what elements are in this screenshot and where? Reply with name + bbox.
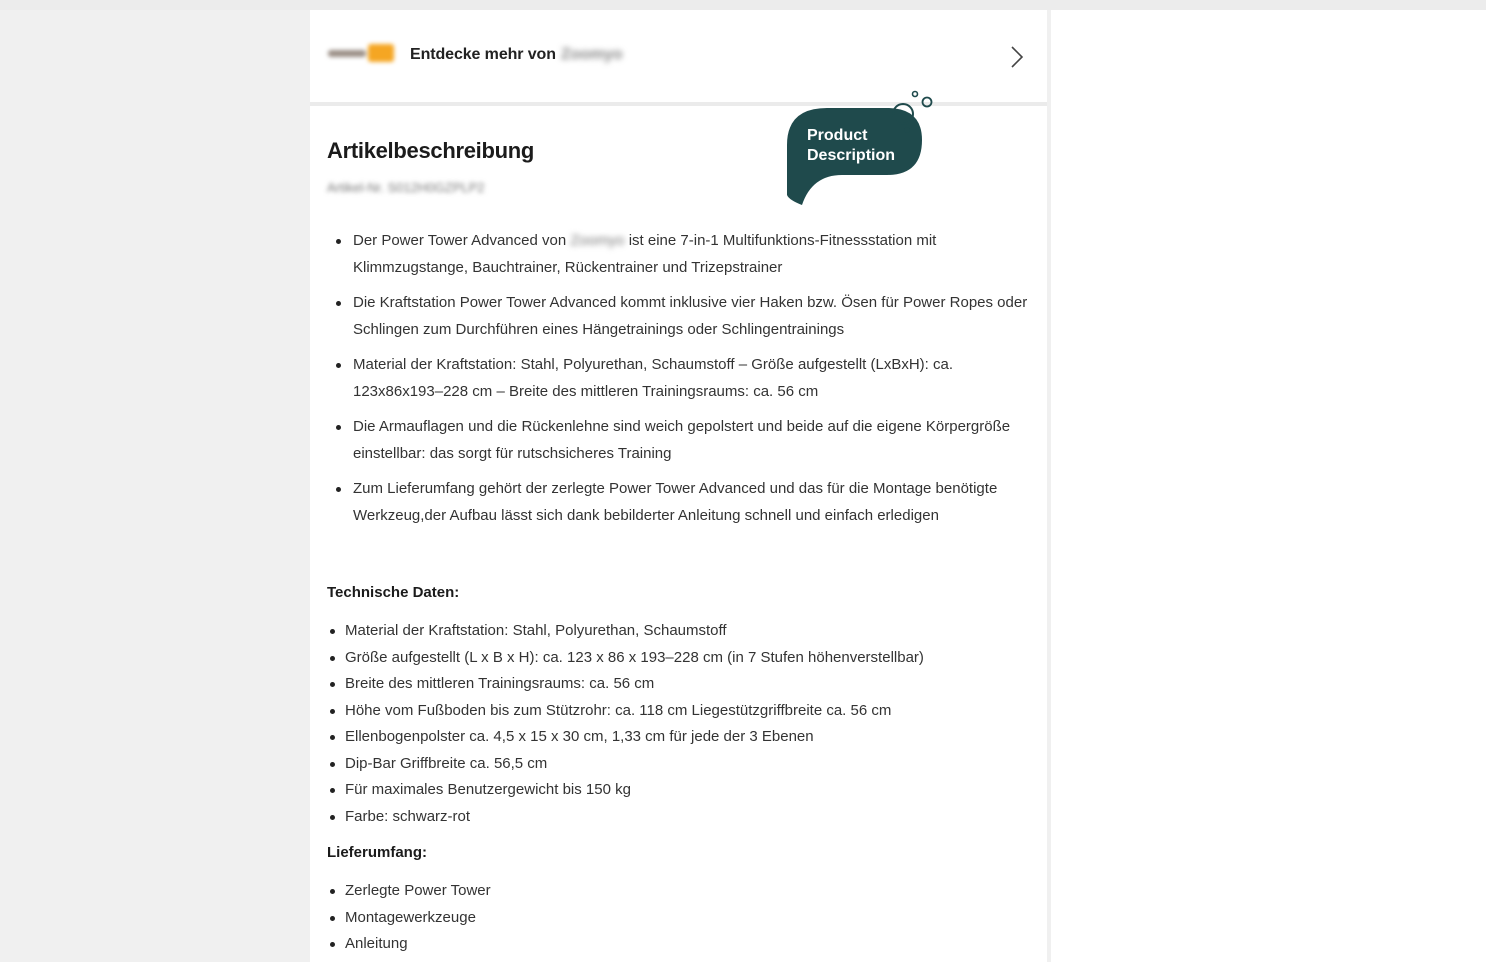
list-item: Größe aufgestellt (L x B x H): ca. 123 x 86 x 193–228 cm (in 7 Stufen höhenverstellbar) — [345, 645, 1035, 672]
delivery-heading: Lieferumfang: — [327, 844, 428, 861]
product-description-card — [310, 10, 1047, 962]
list-item: Zerlegte Power Tower — [345, 878, 1035, 905]
list-item: Für maximales Benutzergewicht bis 150 kg — [345, 777, 1035, 804]
feature-list — [327, 228, 1043, 538]
product-description-badge — [787, 90, 937, 220]
list-item: Ellenbogenpolster ca. 4,5 x 15 x 30 cm, 1,33 cm für jede der 3 Ebenen — [345, 724, 1035, 751]
list-item: Dip-Bar Griffbreite ca. 56,5 cm — [345, 751, 1035, 778]
discover-label-text: Entdecke mehr von — [410, 46, 556, 63]
list-item: Farbe: schwarz-rot — [345, 804, 1035, 831]
list-item: Zum Lieferumfang gehört der zerlegte Power Tower Advanced und das für die Montage benötigte Werkzeug,der Aufbau lässt sich dank bebilderter Anleitung schnell und einfach erledigen — [353, 476, 1043, 529]
list-item: Breite des mittleren Trainingsraums: ca. 56 cm — [345, 671, 1035, 698]
section-title: Artikelbeschreibung — [327, 138, 535, 163]
list-item: Die Kraftstation Power Tower Advanced kommt inklusive vier Haken bzw. Ösen für Power Ropes oder Schlingen zum Durchführen eines Hängetrainings oder Schlingentrainings — [353, 290, 1043, 343]
brand-logo[interactable] — [328, 42, 394, 64]
technical-data-heading: Technische Daten: — [327, 584, 460, 601]
top-strip — [0, 0, 1486, 10]
list-item: Material der Kraftstation: Stahl, Polyurethan, Schaumstoff – Größe aufgestellt (LxBxH): ca. 123x86x193–228 cm – Breite des mittleren Trainingsraums: ca. 56 cm — [353, 352, 1043, 405]
delivery-list — [327, 878, 1035, 958]
chevron-right-icon[interactable] — [1007, 44, 1029, 70]
list-item: Montagewerkzeuge — [345, 905, 1035, 932]
list-item: Die Armauflagen und die Rückenlehne sind weich gepolstert und beide auf die eigene Körpergröße einstellbar: das sorgt für rutschsicheres Training — [353, 414, 1043, 467]
list-item: Material der Kraftstation: Stahl, Polyurethan, Schaumstoff — [345, 618, 1035, 645]
brand-name: Zoomyo — [560, 46, 623, 63]
list-item: Anleitung — [345, 931, 1035, 958]
badge-label: Product Description — [807, 127, 896, 164]
right-panel — [1051, 10, 1486, 962]
technical-data-list — [327, 618, 1035, 830]
article-number: Artikel-Nr. S012H0GZPLP2 — [327, 180, 485, 195]
list-item: Der Power Tower Advanced von Zoomyo ist eine 7-in-1 Multifunktions-Fitnessstation mit Klimmzugstange, Bauchtrainer, Rückentrainer und Trizepstrainer — [353, 228, 1043, 281]
brand-name: Zoomyo — [570, 232, 625, 249]
list-item: Höhe vom Fußboden bis zum Stützrohr: ca. 118 cm Liegestützgriffbreite ca. 56 cm — [345, 698, 1035, 725]
discover-brand-label — [410, 46, 623, 64]
